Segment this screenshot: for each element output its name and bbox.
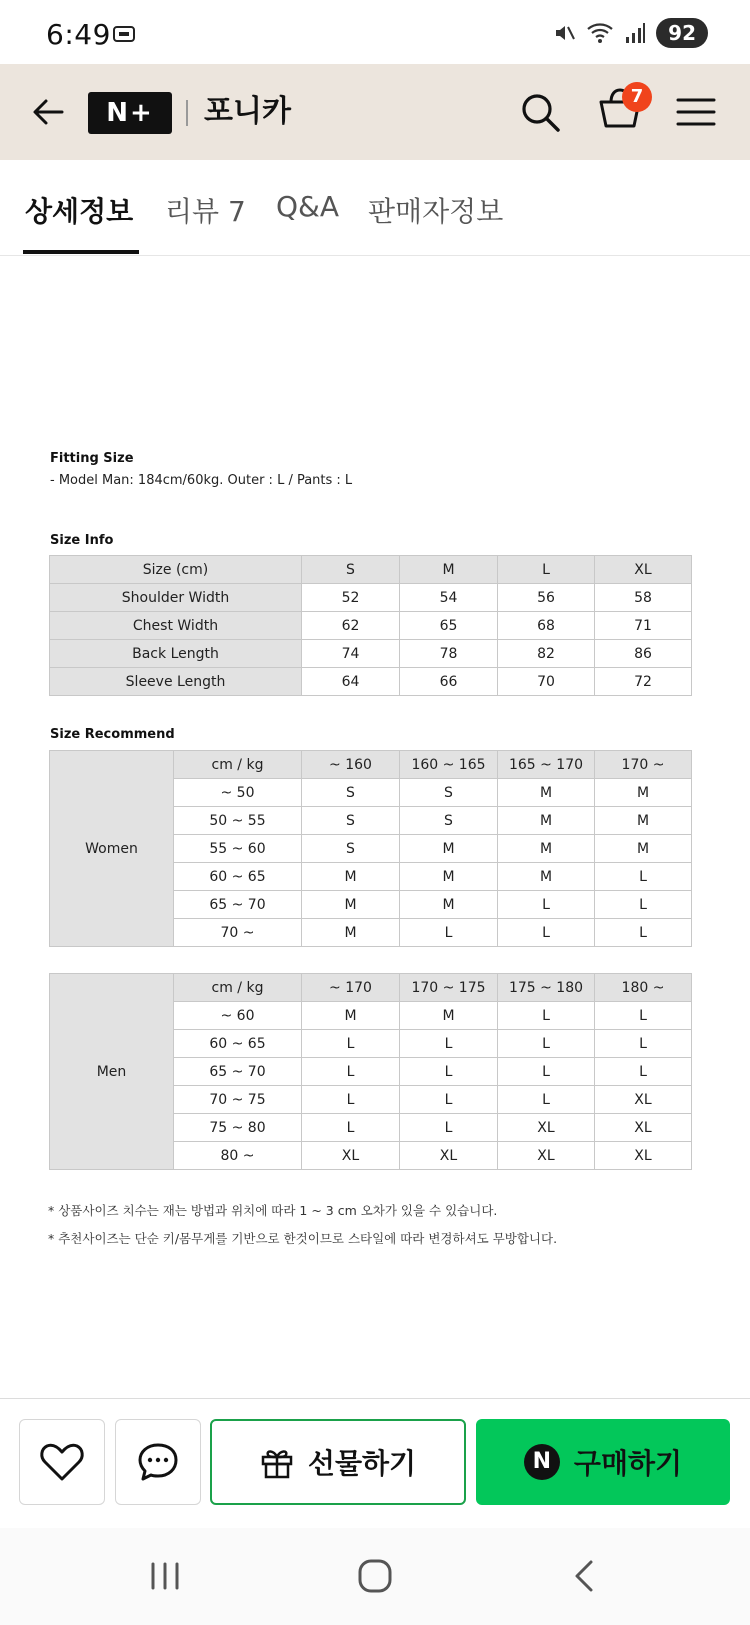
search-icon[interactable] xyxy=(518,90,562,134)
table-cell: L xyxy=(400,1030,498,1058)
table-cell: L xyxy=(498,1086,595,1114)
table-cell: L xyxy=(400,919,498,947)
table-cell: S xyxy=(400,779,498,807)
table-header-cell: Size (cm) xyxy=(50,556,302,584)
table-row-label: 70 ~ 75 xyxy=(174,1086,302,1114)
table-cell: XL xyxy=(595,1142,692,1170)
active-tab-indicator xyxy=(23,250,139,254)
table-cell: XL xyxy=(302,1142,400,1170)
gift-label: 선물하기 xyxy=(307,1447,417,1480)
table-row-label: 65 ~ 70 xyxy=(174,1058,302,1086)
table-cell: M xyxy=(302,919,400,947)
table-cell: XL xyxy=(498,1114,595,1142)
table-row-label: 70 ~ xyxy=(174,919,302,947)
back-arrow-icon[interactable] xyxy=(28,92,68,132)
table-cell: 62 xyxy=(302,612,400,640)
table-row xyxy=(50,751,692,779)
table-cell: L xyxy=(302,1030,400,1058)
table-cell: S xyxy=(400,807,498,835)
table-cell: XL xyxy=(400,1142,498,1170)
size-info-title: Size Info xyxy=(50,533,114,548)
size-recommend-title: Size Recommend xyxy=(50,727,175,742)
table-row-label: Back Length xyxy=(50,640,302,668)
table-cell: M xyxy=(498,835,595,863)
table-cell: 74 xyxy=(302,640,400,668)
cart-count-badge: 7 xyxy=(622,82,652,112)
table-cell: 65 xyxy=(400,612,498,640)
table-row-label: Sleeve Length xyxy=(50,668,302,696)
table-cell: L xyxy=(400,1086,498,1114)
women-size-table xyxy=(49,750,692,947)
table-row-label: 80 ~ xyxy=(174,1142,302,1170)
table-header-cell: 160 ~ 165 xyxy=(400,751,498,779)
detail-tabs xyxy=(0,160,750,256)
tab-reviews[interactable]: 리뷰 7 xyxy=(165,195,246,228)
table-row xyxy=(50,556,692,584)
mute-icon xyxy=(552,21,576,45)
wishlist-button[interactable] xyxy=(19,1419,105,1505)
table-cell: M xyxy=(302,863,400,891)
hamburger-menu-icon[interactable] xyxy=(676,96,716,128)
table-cell: M xyxy=(498,779,595,807)
gift-icon xyxy=(260,1445,294,1479)
table-row xyxy=(50,668,692,696)
table-header-cell: cm / kg xyxy=(174,974,302,1002)
buy-button[interactable] xyxy=(476,1419,730,1505)
table-header-cell: ~ 160 xyxy=(302,751,400,779)
status-bar xyxy=(0,0,750,64)
table-cell: M xyxy=(302,1002,400,1030)
table-cell: L xyxy=(498,1058,595,1086)
purchase-action-bar xyxy=(0,1398,750,1528)
home-icon[interactable] xyxy=(355,1556,395,1596)
women-group-label: Women xyxy=(50,751,174,947)
table-row-label: Shoulder Width xyxy=(50,584,302,612)
table-cell: 64 xyxy=(302,668,400,696)
table-row-label: Chest Width xyxy=(50,612,302,640)
table-cell: M xyxy=(498,807,595,835)
table-cell: L xyxy=(302,1086,400,1114)
chat-button[interactable] xyxy=(115,1419,201,1505)
table-cell: L xyxy=(595,891,692,919)
table-row-label: ~ 50 xyxy=(174,779,302,807)
table-row-label: ~ 60 xyxy=(174,1002,302,1030)
table-cell: L xyxy=(302,1058,400,1086)
table-cell: S xyxy=(302,779,400,807)
table-header-cell: cm / kg xyxy=(174,751,302,779)
buy-label: 구매하기 xyxy=(573,1447,683,1480)
table-cell: M xyxy=(498,863,595,891)
size-note-1: * 상품사이즈 치수는 재는 방법과 위치에 따라 1 ~ 3 cm 오차가 있을 수 있습니다. xyxy=(48,1203,498,1218)
table-cell: L xyxy=(498,891,595,919)
table-cell: M xyxy=(595,807,692,835)
table-cell: 58 xyxy=(595,584,692,612)
table-cell: 71 xyxy=(595,612,692,640)
table-cell: 54 xyxy=(400,584,498,612)
table-cell: L xyxy=(595,1002,692,1030)
table-cell: L xyxy=(498,919,595,947)
table-header-cell: S xyxy=(302,556,400,584)
table-cell: M xyxy=(595,835,692,863)
table-cell: 66 xyxy=(400,668,498,696)
table-cell: L xyxy=(595,1058,692,1086)
table-cell: 82 xyxy=(498,640,595,668)
table-row-label: 75 ~ 80 xyxy=(174,1114,302,1142)
table-row xyxy=(50,640,692,668)
men-size-table xyxy=(49,973,692,1170)
brand-logo[interactable]: N+ xyxy=(88,92,172,134)
table-cell: M xyxy=(400,835,498,863)
table-cell: L xyxy=(302,1114,400,1142)
table-cell: 68 xyxy=(498,612,595,640)
store-name[interactable]: 포니카 xyxy=(204,94,291,129)
table-row-label: 60 ~ 65 xyxy=(174,1030,302,1058)
battery-indicator: 92 xyxy=(656,18,708,48)
table-row-label: 55 ~ 60 xyxy=(174,835,302,863)
table-row-label: 50 ~ 55 xyxy=(174,807,302,835)
table-cell: 52 xyxy=(302,584,400,612)
table-cell: L xyxy=(595,863,692,891)
brand-divider xyxy=(186,100,188,126)
screenshot-icon xyxy=(112,24,136,44)
fitting-size-title: Fitting Size xyxy=(50,451,134,466)
heart-icon xyxy=(39,1441,85,1483)
table-row xyxy=(50,974,692,1002)
table-cell: S xyxy=(302,807,400,835)
table-cell: M xyxy=(400,863,498,891)
table-cell: L xyxy=(498,1030,595,1058)
table-row-label: 65 ~ 70 xyxy=(174,891,302,919)
table-cell: XL xyxy=(595,1114,692,1142)
recent-apps-icon[interactable] xyxy=(145,1556,185,1596)
table-cell: M xyxy=(400,1002,498,1030)
table-cell: M xyxy=(302,891,400,919)
size-info-table xyxy=(49,555,692,696)
table-header-cell: 175 ~ 180 xyxy=(498,974,595,1002)
table-cell: 56 xyxy=(498,584,595,612)
tab-qna[interactable]: Q&A xyxy=(276,190,340,223)
table-header-cell: XL xyxy=(595,556,692,584)
gift-button[interactable] xyxy=(210,1419,466,1505)
table-header-cell: 170 ~ 175 xyxy=(400,974,498,1002)
table-cell: M xyxy=(400,891,498,919)
table-header-cell: 180 ~ xyxy=(595,974,692,1002)
table-cell: L xyxy=(595,919,692,947)
table-cell: L xyxy=(595,1030,692,1058)
table-header-cell: 170 ~ xyxy=(595,751,692,779)
back-nav-icon[interactable] xyxy=(565,1556,605,1596)
men-group-label: Men xyxy=(50,974,174,1170)
tab-seller-info[interactable]: 판매자정보 xyxy=(368,195,504,228)
table-cell: 78 xyxy=(400,640,498,668)
status-indicators xyxy=(552,18,708,48)
table-cell: XL xyxy=(498,1142,595,1170)
table-cell: L xyxy=(400,1114,498,1142)
status-time: 6:49 xyxy=(46,18,111,51)
table-header-cell: M xyxy=(400,556,498,584)
table-row xyxy=(50,612,692,640)
store-header xyxy=(0,64,750,160)
system-nav-bar xyxy=(0,1528,750,1625)
table-row xyxy=(50,584,692,612)
tab-detail-info[interactable]: 상세정보 xyxy=(25,195,134,228)
table-header-cell: L xyxy=(498,556,595,584)
size-note-2: * 추천사이즈는 단순 키/몸무게를 기반으로 한것이므로 스타일에 따라 변경하셔도 무방합니다. xyxy=(48,1231,558,1246)
naver-pay-icon: N xyxy=(524,1444,560,1480)
signal-icon xyxy=(624,21,646,45)
table-cell: 86 xyxy=(595,640,692,668)
product-detail-content xyxy=(0,257,750,1397)
chat-bubble-icon xyxy=(136,1441,180,1483)
table-cell: XL xyxy=(595,1086,692,1114)
table-header-cell: 165 ~ 170 xyxy=(498,751,595,779)
table-cell: 70 xyxy=(498,668,595,696)
table-cell: L xyxy=(498,1002,595,1030)
table-row-label: 60 ~ 65 xyxy=(174,863,302,891)
table-cell: 72 xyxy=(595,668,692,696)
table-header-cell: ~ 170 xyxy=(302,974,400,1002)
table-cell: M xyxy=(595,779,692,807)
fitting-size-text: - Model Man: 184cm/60kg. Outer : L / Pants : L xyxy=(50,473,353,488)
table-cell: S xyxy=(302,835,400,863)
wifi-icon xyxy=(586,21,614,45)
table-cell: L xyxy=(400,1058,498,1086)
